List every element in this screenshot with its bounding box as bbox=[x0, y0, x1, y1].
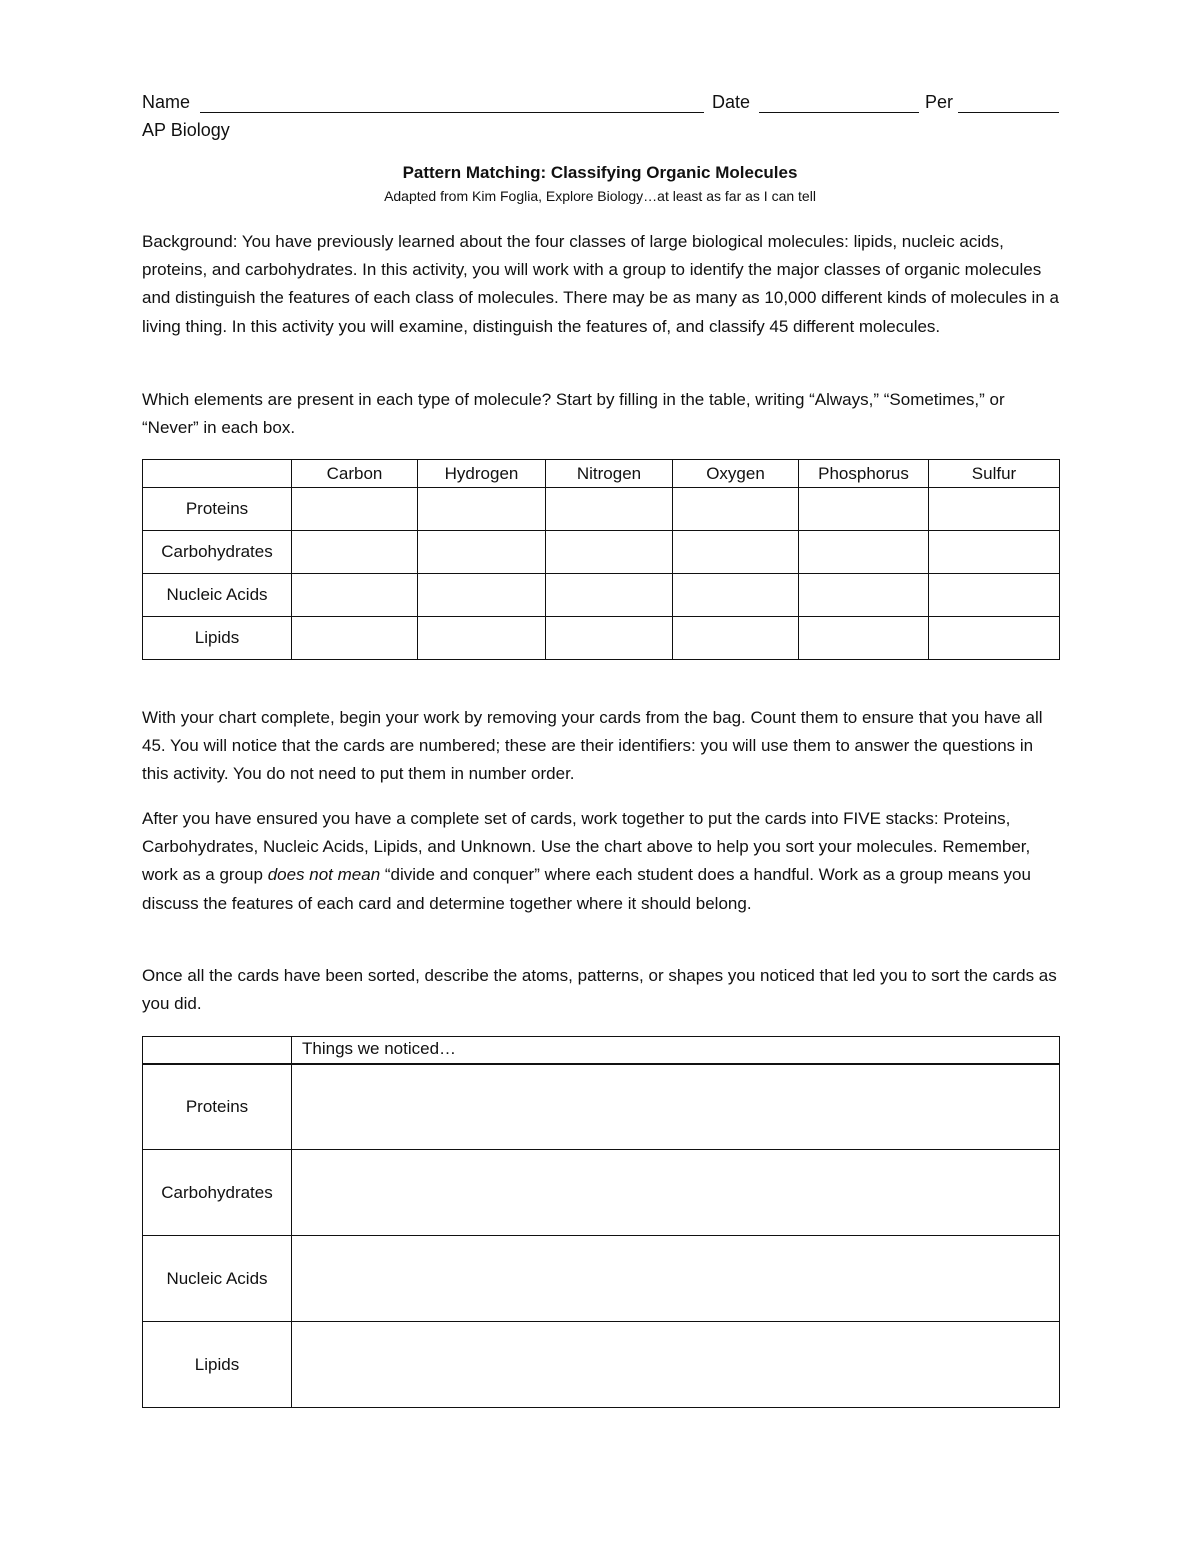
column-header: Carbon bbox=[292, 460, 418, 488]
answer-cell[interactable] bbox=[673, 574, 799, 617]
row-header: Proteins bbox=[143, 1064, 292, 1150]
answer-cell[interactable] bbox=[929, 574, 1060, 617]
course-name: AP Biology bbox=[142, 120, 230, 140]
answer-cell[interactable] bbox=[292, 574, 418, 617]
answer-cell[interactable] bbox=[799, 531, 929, 574]
describe-paragraph: Once all the cards have been sorted, describe the atoms, patterns, or shapes you noticed that led you to sort the cards as you did. bbox=[142, 966, 1057, 1014]
answer-cell[interactable] bbox=[546, 488, 673, 531]
sort-text-part1: After you have ensured you have a complete set of cards, work together to put the cards into FIVE stacks: Proteins, Carbohydrates, Nucleic Acids, Lipids, and Unknown. Use the chart above to help you sort your molecules. Remember, work as a group bbox=[142, 809, 1031, 885]
table-header-row bbox=[143, 460, 1060, 488]
date-blank[interactable] bbox=[759, 112, 919, 113]
answer-cell[interactable] bbox=[799, 617, 929, 660]
elements-question: Which elements are present in each type of molecule? Start by filling in the table, writing “Always,” “Sometimes,” or “Never” in each box. bbox=[142, 390, 1005, 438]
column-header: Oxygen bbox=[673, 460, 799, 488]
notes-cell[interactable] bbox=[292, 1064, 1060, 1150]
column-header: Phosphorus bbox=[799, 460, 929, 488]
notes-cell[interactable] bbox=[292, 1236, 1060, 1322]
name-blank[interactable] bbox=[200, 112, 704, 113]
answer-cell[interactable] bbox=[292, 488, 418, 531]
sort-text-emphasis: does not mean bbox=[267, 865, 381, 885]
table-row bbox=[143, 1236, 1060, 1322]
table-row bbox=[143, 574, 1060, 617]
answer-cell[interactable] bbox=[292, 531, 418, 574]
answer-cell[interactable] bbox=[546, 531, 673, 574]
row-header: Proteins bbox=[143, 488, 292, 531]
notes-cell[interactable] bbox=[292, 1150, 1060, 1236]
answer-cell[interactable] bbox=[546, 617, 673, 660]
page-title: Pattern Matching: Classifying Organic Molecules bbox=[402, 163, 798, 182]
row-header: Lipids bbox=[143, 1322, 292, 1408]
row-header: Carbohydrates bbox=[143, 531, 292, 574]
row-header: Nucleic Acids bbox=[143, 574, 292, 617]
answer-cell[interactable] bbox=[418, 488, 546, 531]
answer-cell[interactable] bbox=[418, 531, 546, 574]
answer-cell[interactable] bbox=[929, 531, 1060, 574]
background-paragraph: Background: You have previously learned about the four classes of large biological molecules: lipids, nucleic acids, proteins, and carbohydrates. In this activity, you will work with a group to identify the major classes of organic molecules and distinguish the features of each class of molecules. There may be as many as 10,000 different kinds of molecules in a living thing. In this activity you will examine, distinguish the features of, and classify 45 different molecules. bbox=[142, 232, 1059, 336]
column-header: Hydrogen bbox=[418, 460, 546, 488]
table-row bbox=[143, 1064, 1060, 1150]
notes-column-header: Things we noticed… bbox=[292, 1037, 1060, 1064]
notes-cell[interactable] bbox=[292, 1322, 1060, 1408]
name-label: Name bbox=[142, 92, 191, 112]
answer-cell[interactable] bbox=[418, 574, 546, 617]
answer-cell[interactable] bbox=[799, 574, 929, 617]
answer-cell[interactable] bbox=[673, 531, 799, 574]
elements-table bbox=[142, 459, 1060, 660]
table-row bbox=[143, 1322, 1060, 1408]
answer-cell[interactable] bbox=[546, 574, 673, 617]
answer-cell[interactable] bbox=[418, 617, 546, 660]
notes-table bbox=[142, 1036, 1060, 1408]
column-header: Sulfur bbox=[929, 460, 1060, 488]
column-header: Nitrogen bbox=[546, 460, 673, 488]
answer-cell[interactable] bbox=[929, 488, 1060, 531]
answer-cell[interactable] bbox=[292, 617, 418, 660]
table-row bbox=[143, 1150, 1060, 1236]
table-row bbox=[143, 531, 1060, 574]
header-line bbox=[142, 88, 1059, 118]
cards-paragraph: With your chart complete, begin your work by removing your cards from the bag. Count them to ensure that you have all 45. You will notice that the cards are numbered; these are their identifiers: you will use them to answer the questions in this activity. You do not need to put them in number order. bbox=[142, 708, 1043, 784]
notes-header-row bbox=[143, 1037, 1060, 1064]
page-subtitle: Adapted from Kim Foglia, Explore Biology…at least as far as I can tell bbox=[384, 188, 816, 204]
date-label: Date bbox=[712, 92, 751, 112]
per-blank[interactable] bbox=[958, 112, 1059, 113]
per-label: Per bbox=[925, 92, 954, 112]
answer-cell[interactable] bbox=[673, 617, 799, 660]
notes-corner-cell bbox=[143, 1037, 292, 1064]
answer-cell[interactable] bbox=[673, 488, 799, 531]
answer-cell[interactable] bbox=[929, 617, 1060, 660]
table-row bbox=[143, 617, 1060, 660]
sort-text-part2: “divide and conquer” where each student does a handful. Work as a group means you discuss the features of each card and determine together where it should belong. bbox=[142, 865, 1031, 913]
table-row bbox=[143, 488, 1060, 531]
row-header: Lipids bbox=[143, 617, 292, 660]
row-header: Carbohydrates bbox=[143, 1150, 292, 1236]
table-corner-cell bbox=[143, 460, 292, 488]
answer-cell[interactable] bbox=[799, 488, 929, 531]
sort-paragraph bbox=[142, 805, 1062, 918]
row-header: Nucleic Acids bbox=[143, 1236, 292, 1322]
